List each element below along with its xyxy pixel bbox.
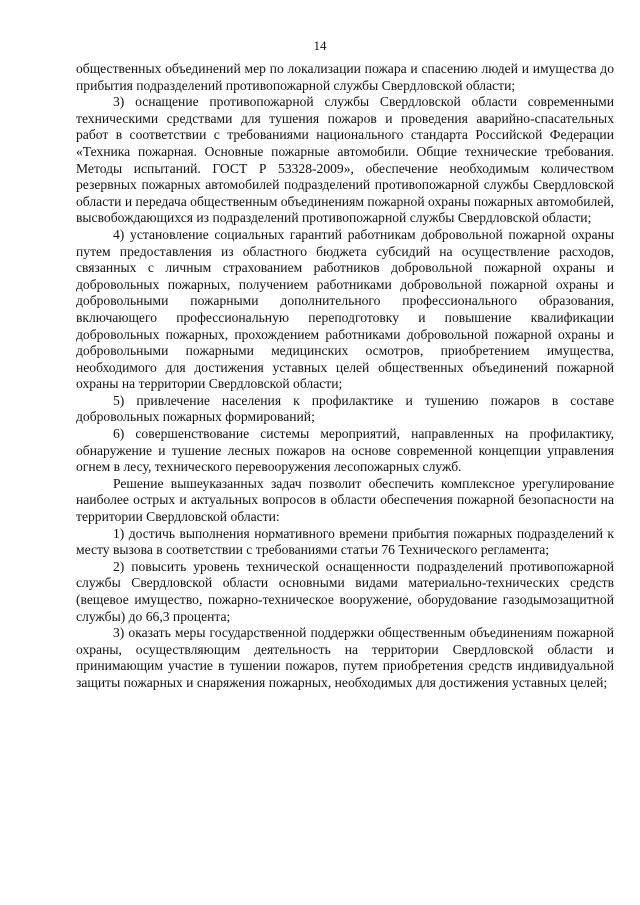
paragraph-item-5-population: 5) привлечение населения к профилактике и тушению пожаров в составе добровольных пожарных формирований; bbox=[76, 392, 614, 425]
paragraph-item-6-forest-fires: 6) совершенствование системы мероприятий, направленных на профилактику, обнаружение и тушение лесных пожаров на основе современной концепции управления огнем в лесу, технического перевооружения лесопожарных служб. bbox=[76, 426, 614, 475]
paragraph-item-4-social-guarantees: 4) установление социальных гарантий работникам добровольной пожарной охраны путем предоставления из областного бюджета субсидий на осуществление расходов, связанных с личным страхованием работников добровольной пожарной охраны и добровольных пожарных, получением работниками добровольной пожарной охраны и добровольными пожарными дополнительного профессионального образования, включающего профессиональную переподготовку и повышение квалификации добровольных пожарных, прохождением работниками добровольной пожарной охраны и добровольными пожарными медицинских осмотров, приобретением имущества, необходимого для достижения уставных целей общественных объединений пожарной охраны на территории Свердловской области; bbox=[76, 226, 614, 392]
paragraph-result-1: 1) достичь выполнения нормативного времени прибытия пожарных подразделений к месту вызова в соответствии с требованиями статьи 76 Технического регламента; bbox=[76, 525, 614, 558]
paragraph-item-3-equipment: 3) оснащение противопожарной службы Свердловской области современными техническими средствами для тушения пожаров и проведения аварийно-спасательных работ в соответствии с требованиями национального стандарта Российской Федерации «Техника пожарная. Основные пожарные автомобили. Общие технические требования. Методы испытаний. ГОСТ Р 53328-2009», обеспечение необходимым количеством резервных пожарных автомобилей подразделений противопожарной службы Свердловской области и передача общественным объединениям пожарной охраны пожарных автомобилей, высвобождающихся из подразделений противопожарной службы Свердловской области; bbox=[76, 94, 614, 226]
document-body bbox=[76, 61, 614, 692]
paragraph-result-2: 2) повысить уровень технической оснащенности подразделений противопожарной службы Свердловской области основными видами материально-технических средств (вещевое имущество, пожарно-техническое вооружение, оборудование газодымозащитной службы) до 66,3 процента; bbox=[76, 558, 614, 624]
paragraph-result-3: 3) оказать меры государственной поддержки общественным объединениям пожарной охраны, осуществляющим деятельность на территории Свердловской области и принимающим участие в тушении пожаров, путем приобретения средств индивидуальной защиты пожарных и снаряжения пожарных, необходимых для достижения уставных целей; bbox=[76, 625, 614, 690]
paragraph-continuation: общественных объединений мер по локализации пожара и спасению людей и имущества до прибытия подразделений противопожарной службы Свердловской области; bbox=[76, 61, 614, 93]
page-number: 14 bbox=[313, 38, 327, 53]
paragraph-solution-summary: Решение вышеуказанных задач позволит обеспечить комплексное урегулирование наиболее острых и актуальных вопросов в области обеспечения пожарной безопасности на территории Свердловской области: bbox=[76, 475, 614, 525]
